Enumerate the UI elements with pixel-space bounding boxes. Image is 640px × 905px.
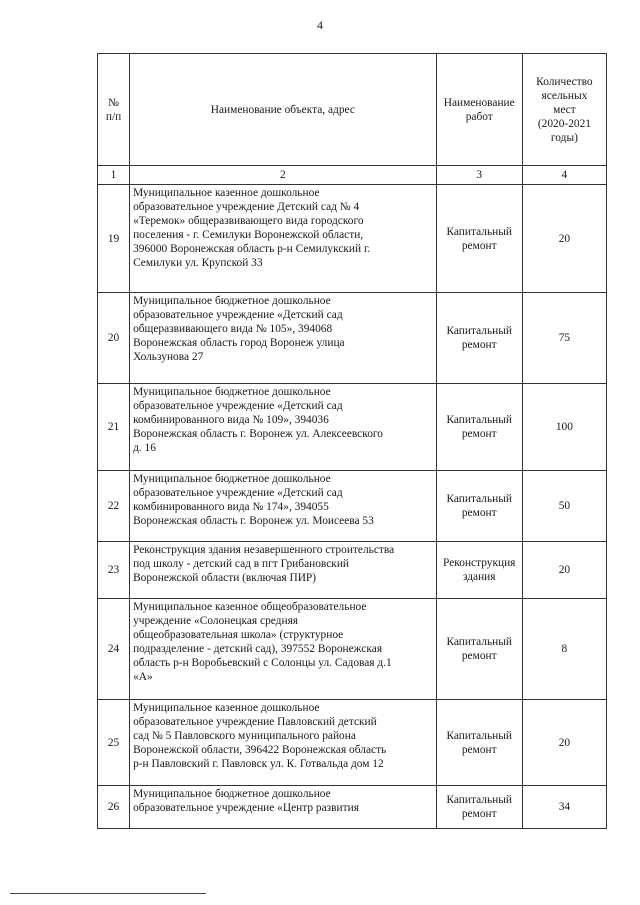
row-nursery-places: 20: [522, 700, 606, 786]
row-nursery-places: 8: [522, 599, 606, 700]
row-object-name: Муниципальное бюджетное дошкольное образовательное учреждение «Центр развития: [130, 786, 437, 829]
index-cell: 4: [522, 166, 606, 185]
row-work-type: Капитальный ремонт: [436, 384, 522, 471]
index-cell: 3: [436, 166, 522, 185]
header-nursery-places: Количество ясельных мест (2020-2021 годы): [522, 54, 606, 166]
index-cell: 2: [130, 166, 437, 185]
row-object-name: Муниципальное бюджетное дошкольное образовательное учреждение «Детский сад комбинированного вида № 174», 394055 Воронежская область г. Воронеж ул. Моисеева 53: [130, 471, 437, 542]
table-index-row: [98, 166, 607, 185]
row-work-type: Капитальный ремонт: [436, 786, 522, 829]
row-object-name: Муниципальное бюджетное дошкольное образовательное учреждение «Детский сад комбинированного вида № 109», 394036 Воронежская область г. Воронеж ул. Алексеевского д. 16: [130, 384, 437, 471]
table-row: [98, 599, 607, 700]
row-number: 20: [98, 293, 130, 384]
objects-table: [97, 53, 607, 829]
table-row: [98, 542, 607, 599]
table-row: [98, 786, 607, 829]
row-nursery-places: 75: [522, 293, 606, 384]
row-work-type: Капитальный ремонт: [436, 599, 522, 700]
row-number: 19: [98, 185, 130, 293]
row-object-name: Муниципальное казенное дошкольное образовательное учреждение Павловский детский сад № 5 Павловского муниципального района Воронежской области, 396422 Воронежская область р-н Павловский г. Павловск ул. К. Готвальда дом 12: [130, 700, 437, 786]
row-number: 24: [98, 599, 130, 700]
row-object-name: Муниципальное казенное дошкольное образовательное учреждение Детский сад № 4 «Теремок» общеразвивающего вида городского поселения - г. Семилуки Воронежской области, 396000 Воронежская область р-н Семилукский г. Семилуки ул. Крупской 33: [130, 185, 437, 293]
header-work-type: Наименование работ: [436, 54, 522, 166]
header-number: № п/п: [98, 54, 130, 166]
table-row: [98, 384, 607, 471]
table-row: [98, 293, 607, 384]
footer-divider: [10, 893, 206, 894]
row-nursery-places: 20: [522, 542, 606, 599]
row-number: 25: [98, 700, 130, 786]
table-row: [98, 185, 607, 293]
row-number: 23: [98, 542, 130, 599]
table-row: [98, 700, 607, 786]
row-number: 21: [98, 384, 130, 471]
row-nursery-places: 20: [522, 185, 606, 293]
row-number: 22: [98, 471, 130, 542]
row-work-type: Капитальный ремонт: [436, 185, 522, 293]
row-work-type: Реконструкция здания: [436, 542, 522, 599]
header-object-name: Наименование объекта, адрес: [130, 54, 437, 166]
row-nursery-places: 50: [522, 471, 606, 542]
table-header-row: [98, 54, 607, 166]
row-object-name: Муниципальное казенное общеобразовательное учреждение «Солонецкая средняя общеобразовательная школа» (структурное подразделение - детский сад), 397552 Воронежская область р-н Воробьевский с Солонцы ул. Садовая д.1 «А»: [130, 599, 437, 700]
row-nursery-places: 100: [522, 384, 606, 471]
row-number: 26: [98, 786, 130, 829]
row-work-type: Капитальный ремонт: [436, 293, 522, 384]
page-number: 4: [317, 18, 323, 32]
row-work-type: Капитальный ремонт: [436, 471, 522, 542]
row-nursery-places: 34: [522, 786, 606, 829]
table-body: [98, 185, 607, 829]
row-work-type: Капитальный ремонт: [436, 700, 522, 786]
table-row: [98, 471, 607, 542]
row-object-name: Реконструкция здания незавершенного строительства под школу - детский сад в пгт Грибановский Воронежской области (включая ПИР): [130, 542, 437, 599]
row-object-name: Муниципальное бюджетное дошкольное образовательное учреждение «Детский сад общеразвивающего вида № 105», 394068 Воронежская область город Воронеж улица Хользунова 27: [130, 293, 437, 384]
index-cell: 1: [98, 166, 130, 185]
